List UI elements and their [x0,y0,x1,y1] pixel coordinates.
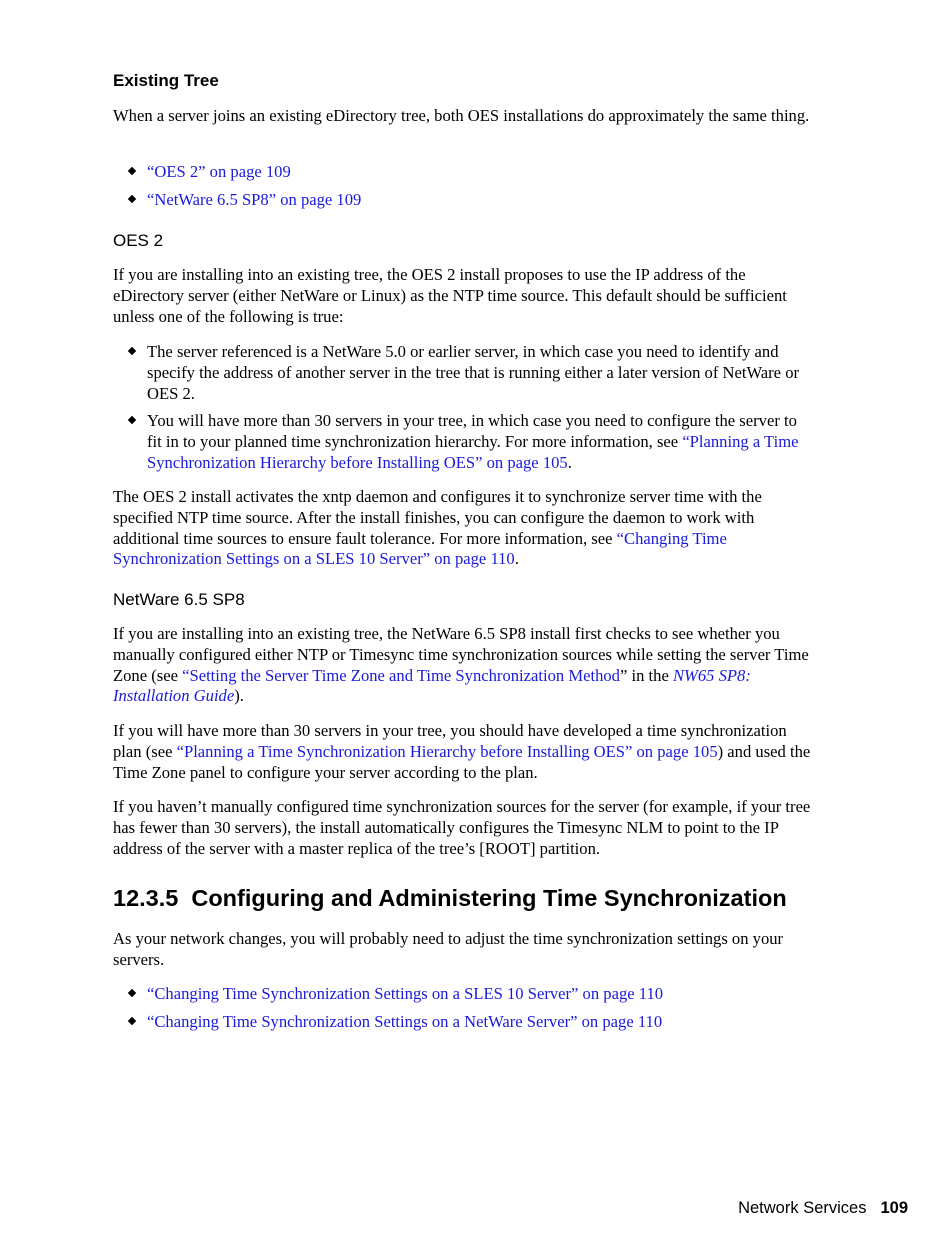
list-item [113,190,813,211]
link-server-time-zone[interactable]: “Setting the Server Time Zone and Time Synchronization Method [182,665,620,685]
heading-netware-sp8: NetWare 6.5 SP8 [113,590,245,609]
page-number: 109 [880,1199,908,1217]
link-planning-hierarchy[interactable]: “Planning a Time Synchronization Hierarchy before Installing OES” on page 105 [147,432,799,472]
list-item [113,1012,813,1033]
diamond-bullet-icon [128,416,136,424]
heading-oes2: OES 2 [113,231,164,250]
netware-paragraph-2-text: If you will have more than 30 servers in your tree, you should have developed a time synchronization plan (see [113,721,787,761]
existing-tree-link-list [113,162,813,211]
netware-paragraph-3: If you haven’t manually configured time synchronization sources for the server (for example, if your tree has fewer than 30 servers), the install automatically configures the Timesync NLM to point to the IP address of the server with a master replica of the tree’s [ROOT] partition. [113,797,811,858]
oes2-paragraph-2-text: The OES 2 install activates the xntp daemon and configures it to synchronize server time with the specified NTP time source. After the install finishes, you can configure the daemon to work with additional time sources to ensure fault tolerance. For more information, see [113,487,762,548]
existing-tree-intro: When a server joins an existing eDirectory tree, both OES installations do approximately the same thing. [113,106,810,125]
oes2-condition-list [113,342,813,474]
link-oes2[interactable]: “OES 2” on page 109 [147,162,291,181]
section-heading [113,883,787,913]
page-footer [738,1199,908,1218]
section-number: 12.3.5 [113,885,179,911]
punctuation: . [514,549,519,569]
diamond-bullet-icon [128,1017,136,1025]
diamond-bullet-icon [128,989,136,997]
oes2-paragraph-2 [113,487,813,570]
diamond-bullet-icon [128,347,136,355]
netware-paragraph-1 [113,624,813,707]
diamond-bullet-icon [128,195,136,203]
section-title: Configuring and Administering Time Synchronization [191,885,787,911]
link-netware-sp8[interactable]: “NetWare 6.5 SP8” on page 109 [147,189,362,209]
oes2-paragraph-1: If you are installing into an existing tree, the OES 2 install proposes to use the IP address of the eDirectory server (either NetWare or Linux) as the NTP time source. This default should be sufficient unless one of the following is true: [113,265,787,326]
oes2-bullet-2-text: You will have more than 30 servers in your tree, in which case you need to configure the server to fit in to your planned time synchronization hierarchy. For more information, see [147,411,797,452]
inline-text: ” in the [619,665,673,685]
punctuation: . [567,452,572,472]
oes2-bullet-1: The server referenced is a NetWare 5.0 or earlier server, in which case you need to identify and specify the address of another server in the tree that is running either a later version of NetWare or OES 2. [147,342,800,403]
link-changing-sles10-2[interactable]: “Changing Time Synchronization Settings on a SLES 10 Server” on page 110 [147,984,664,1003]
link-changing-netware[interactable]: “Changing Time Synchronization Settings on a NetWare Server” on page 110 [147,1011,663,1031]
section-intro: As your network changes, you will probably need to adjust the time synchronization settings on your servers. [113,929,784,969]
section-link-list [113,984,813,1033]
footer-chapter: Network Services [738,1199,867,1217]
netware-paragraph-2 [113,721,813,783]
heading-existing-tree: Existing Tree [113,71,219,90]
netware-paragraph-1-text: If you are installing into an existing tree, the NetWare 6.5 SP8 install first checks to see whether you manually configured either NTP or Timesync time synchronization sources while setting the server Time Zone (see [113,624,809,685]
inline-text: ) and used the Time Zone panel to configure your server according to the plan. [113,741,811,782]
list-item [113,984,813,1005]
link-installation-guide[interactable]: NW65 SP8: Installation Guide [113,665,751,706]
list-item [113,411,813,473]
list-item [113,342,813,404]
diamond-bullet-icon [128,167,136,175]
list-item [113,162,813,183]
punctuation: ). [234,686,244,706]
link-planning-hierarchy-2[interactable]: “Planning a Time Synchronization Hierarchy before Installing OES” on page 105 [176,741,718,761]
link-changing-sles10[interactable]: “Changing Time Synchronization Settings on a SLES 10 Server” on page 110 [113,528,727,569]
